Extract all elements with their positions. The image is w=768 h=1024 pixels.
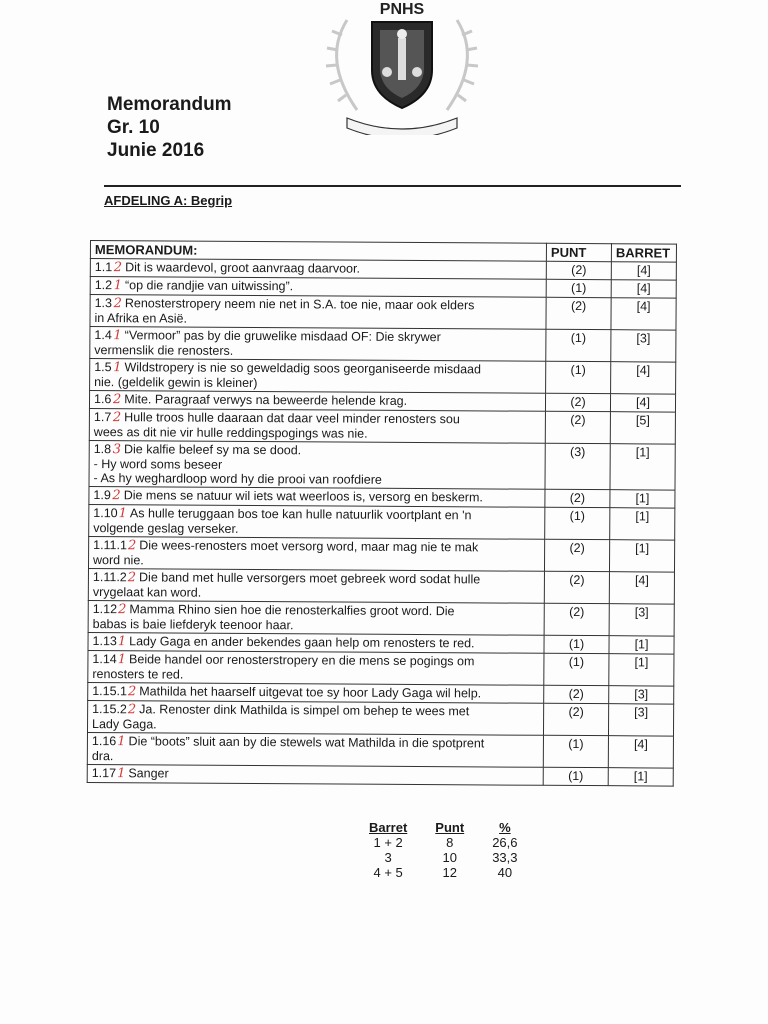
- punt-cell: (2): [545, 489, 610, 507]
- punt-cell: (1): [544, 653, 609, 685]
- answer-cell: [89, 408, 545, 443]
- punt-cell: (2): [544, 539, 609, 571]
- table-row: [89, 408, 675, 444]
- answer-text: Wildstropery is nie so geweldadig soos georganiseerde misdaad nie. (geldelik gewin is kleiner): [94, 360, 481, 391]
- answer-text: Beide handel oor renosterstropery en die mens se pogings om renosters te red.: [92, 652, 475, 682]
- summary-row: [355, 865, 532, 880]
- summary-header-percent: %: [499, 820, 511, 835]
- question-number: 1.11.1: [93, 538, 128, 553]
- question-number: 1.11.2: [92, 570, 127, 585]
- handwritten-mark: 1: [117, 652, 127, 668]
- summary-header-punt: Punt: [435, 820, 465, 835]
- handwritten-mark: 2: [112, 488, 121, 504]
- handwritten-mark: 2: [113, 296, 122, 312]
- answer-cell: [89, 504, 545, 539]
- barret-cell: [1]: [608, 768, 673, 786]
- memo-table-body: [87, 259, 676, 787]
- answer-text: Dit is waardevol, groot aanvraag daarvoor.: [125, 260, 361, 276]
- barret-cell: [4]: [608, 736, 673, 768]
- document-title: [107, 93, 232, 162]
- answer-cell: [88, 650, 544, 685]
- answer-cell: [90, 327, 546, 362]
- answer-text: Renosterstropery neem nie net in S.A. toe nie, maar ook elders in Afrika en Asië.: [94, 296, 475, 326]
- answer-text: Lady Gaga en ander bekendes gaan help om renosters te red.: [129, 634, 475, 651]
- school-crest: [312, 0, 492, 135]
- barret-cell: [4]: [611, 298, 676, 330]
- handwritten-mark: 1: [113, 328, 122, 344]
- punt-cell: (1): [546, 329, 611, 361]
- question-number: 1.16: [91, 734, 117, 749]
- question-number: 1.4: [94, 328, 112, 343]
- barret-cell: [3]: [609, 604, 674, 636]
- question-number: 1.15.2: [92, 702, 127, 717]
- punt-cell: (1): [545, 507, 610, 539]
- handwritten-mark: 3: [112, 442, 122, 458]
- question-number: 1.3: [94, 296, 113, 311]
- answer-text: “Vermoor” pas by die gruwelike misdaad OF: Die skrywer vermenslik die renosters.: [94, 328, 441, 358]
- question-number: 1.6: [93, 392, 112, 407]
- answer-cell: [87, 700, 543, 735]
- handwritten-mark: 1: [118, 506, 127, 522]
- question-number: 1.17: [91, 766, 117, 781]
- question-number: 1.5: [94, 360, 112, 375]
- answer-text: Die kalfie beleef sy ma se dood. - Hy word soms beseer - As hy weghardloop word hy die prooi van roofdiere: [93, 442, 382, 487]
- barret-cell: [3]: [609, 686, 674, 704]
- summary-cell: 4 + 5: [373, 865, 403, 880]
- question-number: 1.9: [93, 488, 111, 503]
- summary-cell: 10: [442, 850, 457, 865]
- barret-cell: [4]: [611, 280, 676, 298]
- answer-text: Die wees-renosters moet versorg word, maar mag nie te mak word nie.: [93, 538, 479, 568]
- table-row: [90, 327, 676, 363]
- summary-cell: 8: [446, 835, 454, 850]
- title-line-2: Gr. 10: [107, 117, 160, 138]
- question-number: 1.15.1: [92, 684, 128, 699]
- question-number: 1.14: [92, 652, 117, 667]
- punt-cell: (2): [545, 411, 610, 443]
- handwritten-mark: 2: [127, 570, 137, 586]
- memo-heading: MEMORANDUM:: [90, 241, 546, 262]
- question-number: 1.13: [92, 634, 117, 649]
- summary-row: [355, 835, 532, 850]
- handwritten-mark: 1: [117, 634, 127, 650]
- punt-cell: (2): [544, 603, 609, 635]
- barret-column-header: BARRET: [611, 244, 676, 262]
- handwritten-mark: 2: [113, 260, 123, 276]
- table-row: [89, 504, 675, 540]
- table-row: [90, 359, 676, 395]
- handwritten-mark: 2: [112, 410, 122, 426]
- barret-cell: [4]: [609, 572, 674, 604]
- punt-cell: (2): [544, 685, 609, 703]
- handwritten-mark: 2: [127, 684, 137, 700]
- table-row: [88, 568, 674, 604]
- punt-cell: (2): [545, 393, 610, 411]
- punt-cell: (1): [546, 361, 611, 393]
- handwritten-mark: 2: [118, 602, 127, 618]
- section-heading: AFDELING A: Begrip: [104, 193, 233, 208]
- handwritten-mark: 1: [113, 360, 122, 376]
- table-row: [87, 700, 673, 736]
- summary-cell: 1 + 2: [373, 835, 403, 850]
- punt-cell: (2): [546, 261, 611, 279]
- answer-text: Mathilda het haarself uitgevat toe sy hoor Lady Gaga wil help.: [139, 684, 482, 701]
- barret-cell: [1]: [609, 540, 674, 572]
- table-row: [87, 764, 673, 786]
- handwritten-mark: 1: [117, 766, 126, 782]
- table-row: [88, 650, 674, 686]
- question-number: 1.10: [93, 506, 118, 521]
- barret-cell: [1]: [609, 636, 674, 654]
- answer-cell: [88, 600, 544, 635]
- barret-cell: [4]: [611, 262, 676, 280]
- summary-cell: 12: [442, 865, 457, 880]
- summary-row: [355, 850, 532, 865]
- answer-text: Hulle troos hulle daaraan dat daar veel minder renosters sou wees as dit nie vir hulle reddingspogings was nie.: [93, 410, 460, 441]
- table-row: [89, 440, 675, 490]
- handwritten-mark: 2: [127, 538, 137, 554]
- summary-cell: 33,3: [492, 850, 518, 865]
- punt-cell: (1): [546, 279, 611, 297]
- barret-cell: [1]: [610, 444, 675, 490]
- answer-cell: [90, 359, 546, 394]
- question-number: 1.7: [93, 410, 112, 425]
- table-row: [90, 295, 676, 331]
- barret-cell: [3]: [608, 704, 673, 736]
- summary-table: [355, 820, 532, 880]
- barret-cell: [4]: [611, 362, 676, 394]
- memorandum-table: [87, 240, 677, 787]
- question-number: 1.1: [94, 260, 113, 275]
- barret-cell: [1]: [610, 508, 675, 540]
- barret-cell: [4]: [610, 394, 675, 412]
- answer-text: As hulle teruggaan bos toe kan hulle natuurlik voortplant en 'n volgende geslag verseker.: [93, 506, 472, 536]
- punt-cell: (1): [544, 635, 609, 653]
- answer-cell: [88, 536, 544, 571]
- table-row: [87, 732, 673, 768]
- summary-cell: 40: [497, 865, 513, 880]
- answer-cell: [90, 295, 546, 330]
- barret-cell: [1]: [609, 654, 674, 686]
- table-row: [88, 600, 674, 636]
- answer-cell: [88, 568, 544, 603]
- crest-motto-ribbon: [347, 118, 457, 135]
- barret-cell: [5]: [610, 412, 675, 444]
- barret-cell: [3]: [611, 330, 676, 362]
- answer-text: Sanger: [128, 766, 169, 781]
- handwritten-mark: 2: [127, 702, 137, 718]
- answer-text: Die band met hulle versorgers moet gebreek word sodat hulle vrygelaat kan word.: [92, 570, 481, 600]
- table-row: [88, 536, 674, 572]
- summary-header-barret: Barret: [369, 820, 408, 835]
- answer-text: “op die randjie van uitwissing”.: [124, 278, 294, 294]
- answer-text: Mamma Rhino sien hoe die renosterkalfies groot word. Die babas is baie liefderyk teenoor haar.: [92, 602, 455, 633]
- answer-text: Die “boots” sluit aan by die stewels wat Mathilda in die spotprent dra.: [91, 734, 485, 764]
- punt-cell: (2): [543, 703, 608, 735]
- handwritten-mark: 1: [117, 734, 126, 750]
- title-line-3: Junie 2016: [107, 140, 205, 161]
- punt-cell: (2): [544, 571, 609, 603]
- question-number: 1.2: [94, 278, 113, 293]
- punt-column-header: PUNT: [546, 243, 611, 261]
- crest-lettering: PNHS: [379, 1, 425, 18]
- punt-cell: (2): [546, 297, 611, 329]
- barret-cell: [1]: [610, 490, 675, 508]
- answer-text: Ja. Renoster dink Mathilda is simpel om behep te wees met Lady Gaga.: [92, 702, 470, 732]
- handwritten-mark: 2: [112, 392, 122, 408]
- punt-cell: (1): [543, 767, 608, 785]
- answer-text: Mite. Paragraaf verwys na beweerde helende krag.: [124, 392, 408, 408]
- question-number: 1.8: [93, 442, 112, 457]
- summary-cell: 3: [384, 850, 392, 865]
- title-line-1: Memorandum: [107, 94, 232, 115]
- punt-cell: (3): [545, 443, 610, 489]
- punt-cell: (1): [543, 735, 608, 767]
- answer-text: Die mens se natuur wil iets wat weerloos is, versorg en beskerm.: [123, 488, 483, 505]
- handwritten-mark: 1: [113, 278, 123, 294]
- answer-cell: [87, 732, 543, 767]
- summary-cell: 26,6: [492, 835, 518, 850]
- question-number: 1.12: [92, 602, 118, 617]
- answer-cell: [87, 764, 543, 785]
- header-divider: [104, 185, 681, 187]
- answer-cell: [89, 440, 545, 489]
